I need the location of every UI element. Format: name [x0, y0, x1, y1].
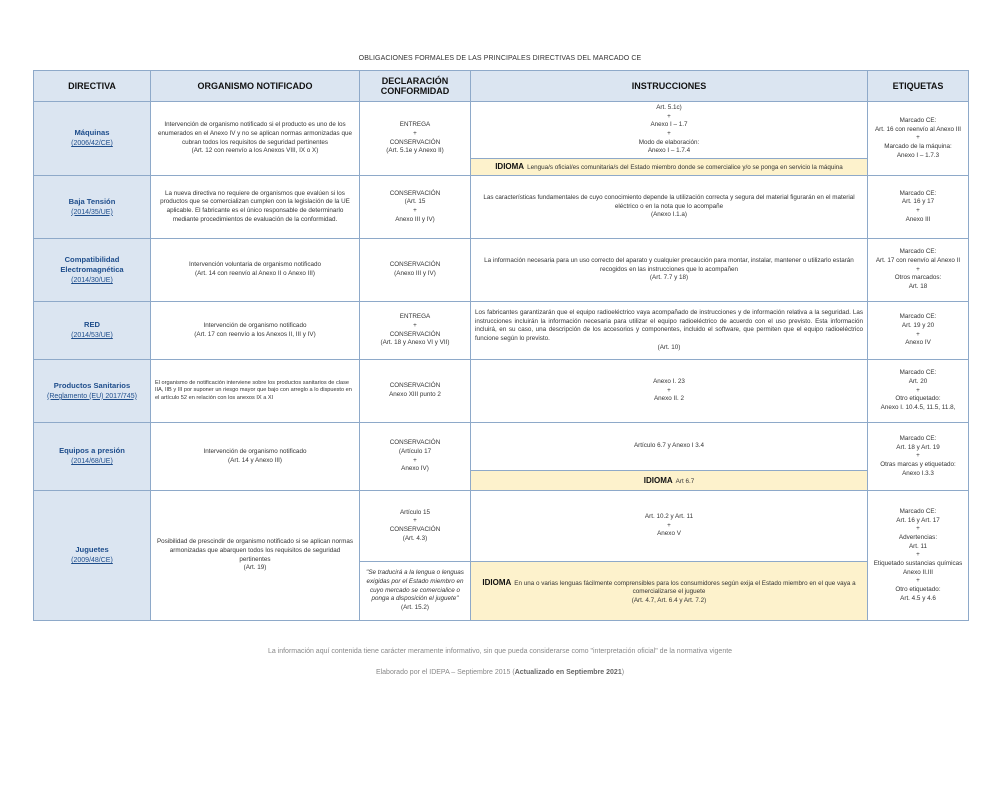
etiq-line: Marcado CE:: [899, 189, 937, 197]
etiq-line: +: [916, 525, 920, 533]
organismo-ref: (Art. 17 con reenvío a los Anexos II, III y IV): [194, 330, 316, 338]
instrucciones-cell: [471, 102, 868, 159]
etiq-line: Marcado CE:: [899, 116, 937, 124]
declaracion-cell: [360, 491, 471, 562]
etiq-line: Marcado CE:: [899, 434, 937, 442]
organismo-ref: (Art. 12 con reenvío a los Anexos VIII, IX o X): [191, 147, 319, 155]
directive-name: Juguetes: [75, 545, 109, 555]
instr-line: +: [667, 386, 671, 394]
credit-suffix: ): [621, 669, 625, 676]
etiq-line: Art. 17 con reenvío al Anexo II: [875, 257, 961, 265]
directive-link[interactable]: (2014/68/UE): [71, 458, 113, 466]
etiq-line: Marcado CE:: [899, 313, 937, 321]
decl-line: Anexo IV): [401, 465, 429, 473]
organismo-text: Intervención de organismo notificado si el producto es uno de los enumerados en el Anexo IV y no se aplican normas armonizadas que cubran todos los requisitos de seguridad pertinentes: [158, 121, 352, 146]
decl-line: Anexo XIII punto 2: [389, 391, 441, 399]
etiq-line: +: [916, 265, 920, 273]
header-etiquetas: ETIQUETAS: [868, 71, 969, 102]
directive-link[interactable]: (2009/48/CE): [71, 557, 113, 565]
instrucciones-cell: [471, 302, 868, 360]
etiq-line: Anexo IV: [905, 339, 931, 347]
etiq-line: Art. 20: [908, 378, 928, 386]
directive-name: Máquinas: [74, 128, 110, 138]
etiq-line: +: [916, 386, 920, 394]
table-row: [34, 302, 969, 360]
idioma-label: IDIOMA: [643, 475, 673, 485]
etiq-line: +: [916, 452, 920, 460]
declaracion-quote-cell: [360, 562, 471, 621]
declaracion-cell: [360, 239, 471, 302]
organismo-text: El organismo de notificación interviene sobre los productos sanitarios de clase IIA, IIB y III por suponer un riesgo mayor que bajo con arreglo a lo dispuesto en el artículo 52 en relación con los anexos IX a XI: [155, 380, 352, 401]
instr-line: Anexo II. 2: [653, 395, 685, 403]
etiq-line: Marcado CE:: [899, 369, 937, 377]
decl-line: ENTREGA: [399, 121, 431, 129]
etiquetas-cell: [868, 176, 969, 239]
declaracion-cell: [360, 176, 471, 239]
etiq-line: +: [916, 330, 920, 338]
instr-line: +: [667, 112, 671, 120]
header-instrucciones: INSTRUCCIONES: [471, 71, 868, 102]
instr-ref: (Art. 7.7 y 18): [649, 274, 689, 282]
instrucciones-cell: [471, 360, 868, 423]
etiq-line: Art. 19 y 20: [901, 321, 935, 329]
directive-name: Equipos a presión: [59, 446, 125, 456]
decl-line: +: [413, 456, 417, 464]
decl-quote-ref: (Art. 15.2): [401, 604, 429, 612]
etiq-line: +: [916, 577, 920, 585]
decl-line: (Anexo III y IV): [394, 270, 436, 278]
etiquetas-cell: [868, 302, 969, 360]
etiq-line: Otro etiquetado:: [895, 586, 941, 594]
directive-name: Baja Tensión: [68, 196, 116, 206]
decl-line: CONSERVACIÓN: [389, 138, 441, 146]
directive-link[interactable]: (Reglamento (EU) 2017/745): [47, 392, 137, 400]
instrucciones-cell: [471, 239, 868, 302]
etiq-line: Art. 4.5 y 4.6: [900, 594, 936, 602]
decl-line: (Artículo 17: [398, 447, 432, 455]
etiq-line: +: [916, 551, 920, 559]
etiq-line: Etiquetado sustancias químicas: [873, 559, 963, 567]
etiq-line: Otro etiquetado:: [895, 395, 941, 403]
etiq-line: Anexo I. 10.4.5, 11.5, 11.8,: [880, 404, 956, 412]
organismo-cell: [151, 102, 360, 176]
etiq-line: Art. 18 y Art. 19: [896, 443, 940, 451]
table-row: [34, 423, 969, 471]
decl-line: CONSERVACIÓN: [389, 382, 441, 390]
decl-line: +: [413, 129, 417, 137]
organismo-text: La nueva directiva no requiere de organismos que evalúen si los productos que se comercializan cumplen con la legislación de la UE aplicable. El fabricante es el único responsable de determinarlo mediante procedimientos de evaluación de la conformidad.: [160, 189, 350, 223]
organismo-text: Posibilidad de prescindir de organismo notificado si se aplican normas armonizadas que abarquen todos los requisitos de seguridad pertinentes: [156, 538, 353, 563]
etiq-line: Art. 16 con reenvío al Anexo III: [874, 125, 962, 133]
decl-line: (Art. 5.1e y Anexo II): [386, 147, 444, 155]
directive-name: Compatibilidad Electromagnética: [60, 254, 124, 274]
decl-quote: "Se traducirá a la lengua o lenguas exigidas por el Estado miembro en cuyo mercado se comercialice o ponga a disposición el juguete": [366, 569, 464, 603]
instrucciones-cell: [471, 423, 868, 471]
organismo-ref: (Art. 14 y Anexo III): [228, 456, 282, 464]
directive-cell-juguetes: [34, 491, 151, 621]
idioma-cell: [471, 159, 868, 176]
decl-line: CONSERVACIÓN: [389, 261, 441, 269]
credit-prefix: Elaborado por el IDEPA – Septiembre 2015 (: [375, 669, 515, 676]
etiq-line: +: [916, 134, 920, 142]
decl-line: CONSERVACIÓN: [389, 189, 441, 197]
instr-line: Modo de elaboración:: [638, 138, 700, 146]
etiquetas-cell: [868, 239, 969, 302]
decl-line: (Art. 18 y Anexo VI y VII): [380, 339, 450, 347]
decl-line: Artículo 15: [399, 508, 431, 516]
table-row: [34, 491, 969, 562]
idioma-cell: [471, 562, 868, 621]
organismo-cell: [151, 302, 360, 360]
directive-link[interactable]: (2014/53/UE): [71, 332, 113, 340]
instrucciones-cell: [471, 176, 868, 239]
instr-line: Art. 5.1c): [656, 104, 682, 111]
instr-ref: (Anexo I.1.a): [650, 211, 688, 219]
decl-line: Anexo III y IV): [395, 215, 435, 223]
directive-cell-red: [34, 302, 151, 360]
decl-line: +: [413, 207, 417, 215]
decl-line: CONSERVACIÓN: [389, 526, 441, 534]
instr-text: Artículo 6.7 y Anexo I 3.4: [633, 442, 704, 450]
etiq-line: Anexo II.III: [902, 568, 934, 576]
decl-line: ENTREGA: [399, 313, 431, 321]
etiquetas-cell: [868, 423, 969, 491]
organismo-text: Intervención de organismo notificado: [203, 321, 307, 329]
instr-text: La información necesaria para un uso correcto del aparato y cualquier precaución para montar, instalar, mantener o utilizarlo estarán recogidos en las instrucciones que lo acompañen: [484, 257, 854, 273]
directive-name: Productos Sanitarios: [53, 380, 131, 390]
etiq-line: Otras marcas y etiquetado:: [880, 460, 956, 468]
header-organismo: ORGANISMO NOTIFICADO: [151, 71, 360, 102]
directive-name: RED: [83, 320, 101, 330]
declaracion-cell: [360, 102, 471, 176]
idioma-text: Lengua/s oficial/es comunitaria/s del Estado miembro donde se comercialice y/o se ponga en servicio la máquina: [527, 164, 843, 172]
directive-cell-maquinas: [34, 102, 151, 176]
etiquetas-cell: [868, 491, 969, 621]
idioma-label: IDIOMA: [482, 577, 512, 587]
idioma-text: Art 6.7: [675, 477, 695, 485]
decl-line: CONSERVACIÓN: [389, 330, 441, 338]
instr-line: Anexo V: [657, 530, 681, 538]
instr-line: +: [667, 130, 671, 138]
directive-cell-presion: [34, 423, 151, 491]
table-header-row: [34, 71, 969, 102]
organismo-text: Intervención de organismo notificado: [203, 447, 307, 455]
declaracion-cell: [360, 423, 471, 491]
decl-line: +: [413, 517, 417, 525]
organismo-cell: [151, 176, 360, 239]
table-row: [34, 102, 969, 159]
etiq-line: Marcado de la máquina:: [884, 142, 952, 150]
disclaimer-text: La información aquí contenida tiene carácter meramente informativo, sin que pueda considerarse como "interpretación oficial" de la normativa vigente: [267, 648, 733, 655]
etiq-line: Art. 11: [908, 542, 928, 550]
organismo-ref: (Art. 19): [243, 564, 267, 572]
instrucciones-cell: [471, 491, 868, 562]
organismo-cell: [151, 239, 360, 302]
declaracion-cell: [360, 360, 471, 423]
etiq-line: Art. 16 y Art. 17: [896, 516, 940, 524]
etiq-line: Anexo I – 1.7.3: [896, 151, 940, 159]
decl-line: +: [413, 321, 417, 329]
organismo-ref: (Art. 14 con reenvío al Anexo II o Anexo III): [194, 270, 316, 278]
etiq-line: Anexo III: [905, 215, 931, 223]
instr-text: Las características fundamentales de cuyo conocimiento depende la utilización correcta y segura del material figurarán en el material eléctrico o en la nota que lo acompañe: [483, 194, 855, 210]
instr-line: Anexo I – 1.7.4: [647, 147, 691, 155]
decl-line: (Art. 15: [404, 198, 426, 206]
etiq-line: Advertencias:: [898, 533, 938, 541]
etiq-line: +: [916, 207, 920, 215]
instr-text: Los fabricantes garantizarán que el equipo radioeléctrico vaya acompañado de instrucciones y de información relativa a la seguridad. Las instrucciones incluirán la información necesaria para utilizar el equipo radioeléctrico de acuerdo con el uso previsto. Esta información incluirá, en su caso, una descripción de los accesorios y componentes, incluido el software, que permiten que el equipo radioeléctrico funcione según lo previsto.: [475, 308, 863, 342]
idioma-text: En una o varias lenguas fácilmente comprensibles para los consumidores según exija el Estado miembro en el que vaya a comercializarse el juguete: [514, 579, 856, 596]
idioma-label: IDIOMA: [495, 162, 525, 172]
etiq-line: Art. 16 y 17: [901, 198, 935, 206]
idioma-cell: [471, 471, 868, 491]
header-directiva: DIRECTIVA: [34, 71, 151, 102]
instr-ref: (Art. 10): [657, 343, 681, 351]
table-row: [34, 176, 969, 239]
etiq-line: Otros marcados:: [894, 274, 942, 282]
directive-link[interactable]: (2014/35/UE): [71, 208, 113, 216]
organismo-text: Intervención voluntaria de organismo notificado: [189, 261, 321, 269]
directive-cell-compatibilidad: [34, 239, 151, 302]
organismo-cell: [151, 423, 360, 491]
instr-line: Art. 10.2 y Art. 11: [644, 513, 694, 521]
decl-line: CONSERVACIÓN: [389, 439, 441, 447]
directive-cell-baja-tension: [34, 176, 151, 239]
instr-line: +: [667, 521, 671, 529]
etiquetas-cell: [868, 360, 969, 423]
table-row: [34, 360, 969, 423]
credit-text: [0, 669, 1000, 676]
directives-table: [33, 70, 969, 621]
etiquetas-cell: [868, 102, 969, 176]
declaracion-cell: [360, 302, 471, 360]
directive-link[interactable]: (2014/30/UE): [71, 277, 113, 285]
etiq-line: Anexo I.3.3: [902, 469, 934, 477]
idioma-ref: (Art. 4.7, Art. 6.4 y Art. 7.2): [631, 596, 707, 604]
instr-line: Anexo I. 23: [653, 378, 685, 386]
etiq-line: Marcado CE:: [899, 248, 937, 256]
instr-line: Anexo I – 1.7: [650, 121, 688, 129]
organismo-cell: [151, 491, 360, 621]
etiq-line: Marcado CE:: [899, 507, 937, 515]
document-title: OBLIGACIONES FORMALES DE LAS PRINCIPALES DIRECTIVAS DEL MARCADO CE: [358, 55, 642, 62]
directive-cell-sanitarios: [34, 360, 151, 423]
decl-line: (Art. 4.3): [402, 534, 428, 542]
header-declaracion: DECLARACIÓN CONFORMIDAD: [360, 71, 471, 102]
credit-updated: Actualizado en Septiembre 2021: [514, 669, 622, 676]
etiq-line: Art. 18: [908, 283, 928, 291]
table-row: [34, 239, 969, 302]
directive-link[interactable]: (2006/42/CE): [71, 140, 113, 148]
organismo-cell: [151, 360, 360, 423]
